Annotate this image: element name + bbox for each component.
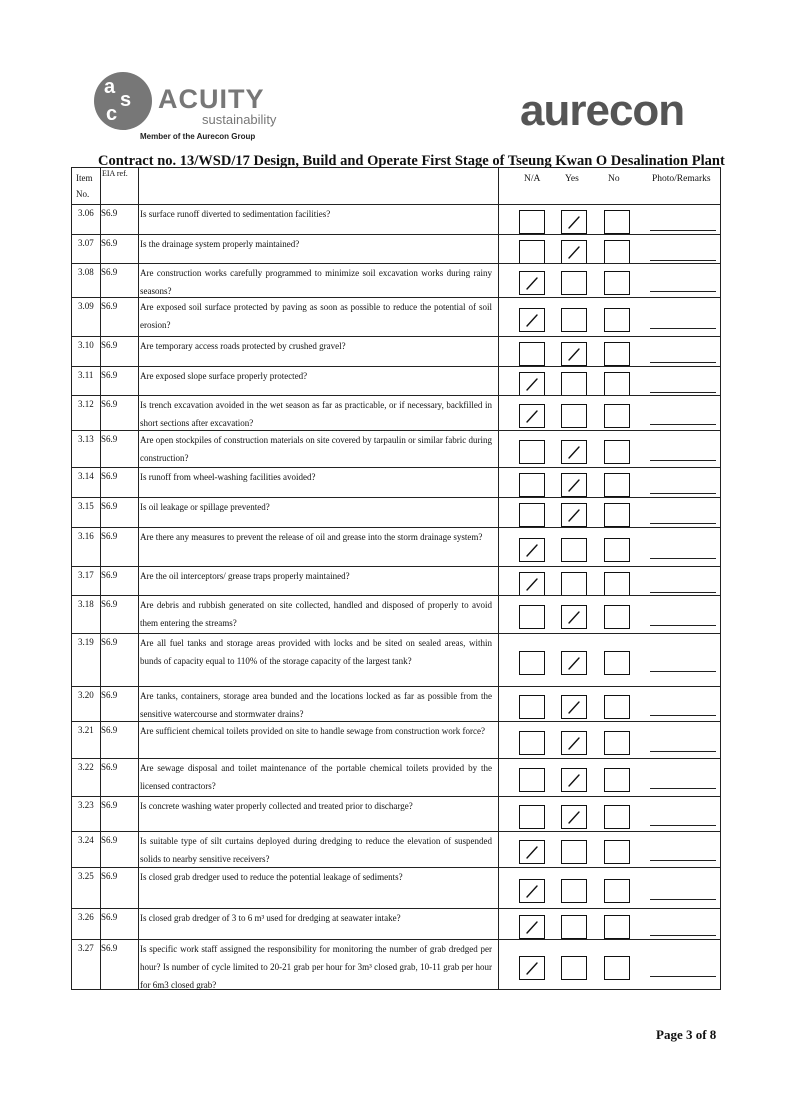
checkbox-na[interactable] (519, 879, 545, 903)
checkbox-na[interactable] (519, 308, 545, 332)
tick-icon (567, 773, 581, 788)
row-eia-ref: S6.9 (101, 208, 118, 218)
checkbox-yes[interactable] (561, 731, 587, 755)
checkbox-yes[interactable] (561, 879, 587, 903)
table-row (72, 366, 720, 396)
checkbox-na[interactable] (519, 695, 545, 719)
remarks-line[interactable] (650, 291, 716, 292)
acuity-mark-icon: a s c (94, 72, 152, 130)
checkbox-no[interactable] (604, 404, 630, 428)
tick-icon (525, 313, 539, 328)
row-eia-ref: S6.9 (101, 599, 118, 609)
checkbox-yes[interactable] (561, 404, 587, 428)
checkbox-no[interactable] (604, 605, 630, 629)
row-question: Is closed grab dredger used to reduce the potential leakage of sediments? (140, 872, 403, 882)
tick-icon (525, 543, 539, 558)
row-eia-ref: S6.9 (101, 637, 118, 647)
checkbox-no[interactable] (604, 473, 630, 497)
row-eia-ref: S6.9 (101, 301, 118, 311)
row-item-number: 3.23 (78, 800, 94, 810)
checkbox-na[interactable] (519, 572, 545, 596)
checkbox-no[interactable] (604, 956, 630, 980)
row-item-number: 3.22 (78, 762, 94, 772)
tick-icon (567, 736, 581, 751)
checkbox-yes[interactable] (561, 651, 587, 675)
tick-icon (525, 920, 539, 935)
contract-title: Contract no. 13/WSD/17 Design, Build and Operate First Stage of Tseung Kwan O Desalination Plant (98, 153, 725, 169)
row-item-number: 3.15 (78, 501, 94, 511)
table-row (72, 758, 720, 797)
checkbox-na[interactable] (519, 731, 545, 755)
row-question: Are construction works carefully programmed to minimize soil excavation works during rainy seasons? (140, 268, 492, 296)
row-item-number: 3.10 (78, 340, 94, 350)
row-eia-ref: S6.9 (101, 570, 118, 580)
remarks-line[interactable] (650, 460, 716, 461)
checkbox-yes[interactable] (561, 695, 587, 719)
row-item-number: 3.18 (78, 599, 94, 609)
remarks-line[interactable] (650, 976, 716, 977)
checkbox-na[interactable] (519, 440, 545, 464)
row-eia-ref: S6.9 (101, 762, 118, 772)
tick-icon (525, 961, 539, 976)
checkbox-yes[interactable] (561, 372, 587, 396)
row-question: Is the drainage system properly maintained? (140, 239, 300, 249)
checkbox-yes[interactable] (561, 840, 587, 864)
row-eia-ref: S6.9 (101, 434, 118, 444)
remarks-line[interactable] (650, 860, 716, 861)
checkbox-yes[interactable] (561, 308, 587, 332)
table-row (72, 566, 720, 596)
checkbox-no[interactable] (604, 768, 630, 792)
tick-icon (525, 884, 539, 899)
checkbox-na[interactable] (519, 503, 545, 527)
checkbox-na[interactable] (519, 605, 545, 629)
row-question: Are sewage disposal and toilet maintenance of the portable chemical toilets provided by the licensed contractors? (140, 763, 492, 791)
table-row (72, 831, 720, 868)
table-row (72, 595, 720, 634)
page-number: Page 3 of 8 (656, 1027, 717, 1042)
remarks-line[interactable] (650, 523, 716, 524)
remarks-line[interactable] (650, 328, 716, 329)
row-question: Is oil leakage or spillage prevented? (140, 502, 270, 512)
row-item-number: 3.17 (78, 570, 94, 580)
checkbox-no[interactable] (604, 271, 630, 295)
table-row (72, 721, 720, 759)
row-eia-ref: S6.9 (101, 800, 118, 810)
checkbox-yes[interactable] (561, 768, 587, 792)
row-item-number: 3.19 (78, 637, 94, 647)
row-question: Is surface runoff diverted to sedimentation facilities? (140, 209, 331, 219)
remarks-line[interactable] (650, 592, 716, 593)
checkbox-no[interactable] (604, 240, 630, 264)
remarks-line[interactable] (650, 392, 716, 393)
remarks-line[interactable] (650, 671, 716, 672)
table-row (72, 430, 720, 468)
row-eia-ref: S6.9 (101, 943, 118, 953)
row-item-number: 3.27 (78, 943, 94, 953)
row-question: Are temporary access roads protected by crushed gravel? (140, 341, 346, 351)
checkbox-na[interactable] (519, 210, 545, 234)
remarks-line[interactable] (650, 751, 716, 752)
row-question: Is runoff from wheel-washing facilities avoided? (140, 472, 316, 482)
row-question: Are exposed slope surface properly protected? (140, 371, 308, 381)
row-item-number: 3.24 (78, 835, 94, 845)
remarks-line[interactable] (650, 260, 716, 261)
row-question: Is suitable type of silt curtains deployed during dredging to reduce the elevation of suspended solids to nearby sensitive receivers? (140, 836, 492, 864)
tick-icon (525, 845, 539, 860)
checkbox-no[interactable] (604, 915, 630, 939)
checkbox-na[interactable] (519, 651, 545, 675)
row-eia-ref: S6.9 (101, 725, 118, 735)
table-row (72, 908, 720, 940)
checkbox-yes[interactable] (561, 503, 587, 527)
checkbox-na[interactable] (519, 956, 545, 980)
row-eia-ref: S6.9 (101, 531, 118, 541)
remarks-line[interactable] (650, 935, 716, 936)
checkbox-yes[interactable] (561, 956, 587, 980)
tick-icon (567, 810, 581, 825)
row-question: Are debris and rubbish generated on site collected, handled and disposed of properly to avoid them entering the streams? (140, 600, 492, 628)
row-question: Is specific work staff assigned the responsibility for monitoring the number of grab dredged per hour? Is number of cycle limited to 20-21 grab per hour for 3m³ closed grab, 10-11 grab per hour for 6m3 closed grab? (140, 944, 492, 990)
row-eia-ref: S6.9 (101, 501, 118, 511)
row-question: Are sufficient chemical toilets provided on site to handle sewage from construction work force? (140, 726, 485, 736)
acuity-member-text: Member of the Aurecon Group (140, 132, 256, 141)
table-row (72, 686, 720, 722)
remarks-line[interactable] (650, 362, 716, 363)
remarks-line[interactable] (650, 558, 716, 559)
checkbox-no[interactable] (604, 342, 630, 366)
row-item-number: 3.20 (78, 690, 94, 700)
checkbox-no[interactable] (604, 879, 630, 903)
row-question: Are tanks, containers, storage area bunded and the locations locked as far as possible from the sensitive watercourse and stormwater drains? (140, 691, 492, 719)
acuity-name: ACUITY (158, 84, 265, 114)
header-eia: EIA ref. (102, 169, 128, 178)
table-row (72, 497, 720, 528)
checkbox-no[interactable] (604, 210, 630, 234)
row-item-number: 3.13 (78, 434, 94, 444)
header-na: N/A (524, 174, 541, 184)
tick-icon (525, 377, 539, 392)
tick-icon (567, 215, 581, 230)
checkbox-no[interactable] (604, 538, 630, 562)
row-eia-ref: S6.9 (101, 471, 118, 481)
row-question: Are all fuel tanks and storage areas provided with locks and be sited on sealed areas, within bunds of capacity equal to 110% of the storage capacity of the largest tank? (140, 638, 492, 666)
header-remarks: Photo/Remarks (652, 174, 711, 184)
row-eia-ref: S6.9 (101, 690, 118, 700)
checkbox-no[interactable] (604, 651, 630, 675)
checkbox-yes[interactable] (561, 605, 587, 629)
checkbox-no[interactable] (604, 805, 630, 829)
tick-icon (567, 478, 581, 493)
checkbox-na[interactable] (519, 805, 545, 829)
tick-icon (525, 409, 539, 424)
checkbox-na[interactable] (519, 271, 545, 295)
checkbox-na[interactable] (519, 473, 545, 497)
remarks-line[interactable] (650, 825, 716, 826)
acuity-subtitle: sustainability (202, 112, 277, 127)
checkbox-na[interactable] (519, 840, 545, 864)
checkbox-yes[interactable] (561, 805, 587, 829)
row-item-number: 3.25 (78, 871, 94, 881)
tick-icon (567, 656, 581, 671)
tick-icon (567, 700, 581, 715)
checkbox-yes[interactable] (561, 473, 587, 497)
tick-icon (567, 245, 581, 260)
checkbox-no[interactable] (604, 572, 630, 596)
checklist-table (71, 167, 721, 990)
checkbox-no[interactable] (604, 308, 630, 332)
table-row (72, 939, 720, 992)
table-row (72, 796, 720, 832)
checkbox-na[interactable] (519, 404, 545, 428)
checkbox-na[interactable] (519, 240, 545, 264)
header-no: No (608, 174, 620, 184)
checkbox-na[interactable] (519, 915, 545, 939)
checkbox-yes[interactable] (561, 271, 587, 295)
row-eia-ref: S6.9 (101, 399, 118, 409)
table-row (72, 527, 720, 567)
tick-icon (567, 610, 581, 625)
table-row (72, 467, 720, 498)
table-row (72, 633, 720, 687)
tick-icon (525, 577, 539, 592)
checkbox-no[interactable] (604, 440, 630, 464)
table-row (72, 297, 720, 337)
remarks-line[interactable] (650, 230, 716, 231)
checkbox-no[interactable] (604, 731, 630, 755)
table-row (72, 204, 720, 235)
row-eia-ref: S6.9 (101, 267, 118, 277)
table-row (72, 395, 720, 431)
row-item-number: 3.21 (78, 725, 94, 735)
checkbox-yes[interactable] (561, 538, 587, 562)
header-item: Item No. (76, 173, 93, 199)
row-item-number: 3.09 (78, 301, 94, 311)
checkbox-no[interactable] (604, 503, 630, 527)
remarks-line[interactable] (650, 625, 716, 626)
row-question: Are the oil interceptors/ grease traps properly maintained? (140, 571, 350, 581)
checkbox-na[interactable] (519, 768, 545, 792)
checkbox-yes[interactable] (561, 342, 587, 366)
checkbox-na[interactable] (519, 538, 545, 562)
row-item-number: 3.07 (78, 238, 94, 248)
tick-icon (567, 445, 581, 460)
checkbox-yes[interactable] (561, 210, 587, 234)
table-row (72, 336, 720, 367)
row-eia-ref: S6.9 (101, 835, 118, 845)
checkbox-no[interactable] (604, 840, 630, 864)
row-question: Are open stockpiles of construction materials on site covered by tarpaulin or similar fabric during construction? (140, 435, 492, 463)
remarks-line[interactable] (650, 715, 716, 716)
checkbox-na[interactable] (519, 342, 545, 366)
acuity-logo (94, 72, 284, 144)
table-row (72, 867, 720, 909)
checkbox-yes[interactable] (561, 240, 587, 264)
row-eia-ref: S6.9 (101, 871, 118, 881)
remarks-line[interactable] (650, 899, 716, 900)
row-question: Is concrete washing water properly collected and treated prior to discharge? (140, 801, 413, 811)
checkbox-na[interactable] (519, 372, 545, 396)
checkbox-yes[interactable] (561, 440, 587, 464)
remarks-line[interactable] (650, 424, 716, 425)
checkbox-yes[interactable] (561, 572, 587, 596)
row-item-number: 3.12 (78, 399, 94, 409)
tick-icon (525, 276, 539, 291)
checkbox-no[interactable] (604, 372, 630, 396)
row-item-number: 3.26 (78, 912, 94, 922)
row-eia-ref: S6.9 (101, 370, 118, 380)
remarks-line[interactable] (650, 493, 716, 494)
row-item-number: 3.11 (78, 370, 94, 380)
remarks-line[interactable] (650, 788, 716, 789)
row-eia-ref: S6.9 (101, 340, 118, 350)
row-question: Is closed grab dredger of 3 to 6 m³ used for dredging at seawater intake? (140, 913, 401, 923)
row-question: Is trench excavation avoided in the wet season as far as practicable, or if necessary, backfilled in short sections after excavation? (140, 400, 492, 428)
tick-icon (567, 347, 581, 362)
row-question: Are exposed soil surface protected by paving as soon as possible to reduce the potential of soil erosion? (140, 302, 492, 330)
checkbox-yes[interactable] (561, 915, 587, 939)
aurecon-logo: aurecon (520, 86, 685, 135)
table-row (72, 234, 720, 264)
row-item-number: 3.14 (78, 471, 94, 481)
row-item-number: 3.06 (78, 208, 94, 218)
row-eia-ref: S6.9 (101, 912, 118, 922)
row-question: Are there any measures to prevent the release of oil and grease into the storm drainage system? (140, 532, 483, 542)
table-row (72, 263, 720, 298)
checkbox-no[interactable] (604, 695, 630, 719)
header-yes: Yes (565, 174, 579, 184)
row-item-number: 3.08 (78, 267, 94, 277)
row-item-number: 3.16 (78, 531, 94, 541)
tick-icon (567, 508, 581, 523)
row-eia-ref: S6.9 (101, 238, 118, 248)
